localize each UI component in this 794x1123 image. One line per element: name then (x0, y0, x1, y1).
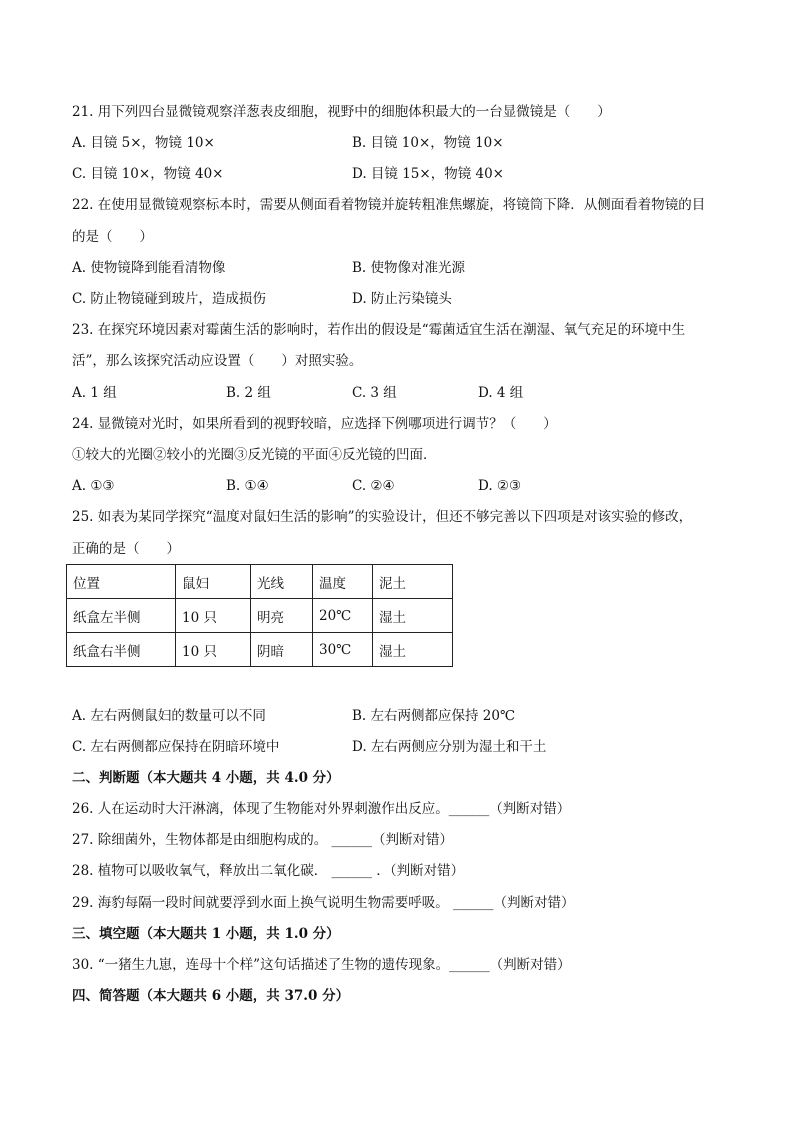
question-25-option-d: D. 左右两侧应分别为湿土和干土 (352, 739, 547, 755)
question-30: 30. “一猪生九崽，连母十个样”这句话描述了生物的遗传现象。______（判断对错） (72, 957, 571, 973)
section-heading-fill-in: 三、填空题（本大题共 1 小题，共 1.0 分） (72, 926, 340, 942)
table-header-cell: 泥土 (373, 565, 453, 599)
question-27: 27. 除细菌外，生物体都是由细胞构成的。 ______（判断对错） (72, 832, 454, 848)
question-22-option-c: C. 防止物镜碰到玻片，造成损伤 (72, 291, 266, 307)
question-21-option-b: B. 目镜 10×，物镜 10× (352, 135, 504, 151)
table-row (67, 599, 453, 633)
table-header-cell: 光线 (251, 565, 313, 599)
table-cell: 30℃ (313, 633, 373, 667)
table-cell: 阴暗 (251, 633, 313, 667)
question-23-option-a: A. 1 组 (72, 385, 117, 401)
question-25-stem-line1: 25. 如表为某同学探究“温度对鼠妇生活的影响”的实验设计，但还不够完善以下四项是对该实验的修改， (72, 509, 693, 525)
table-cell: 10 只 (176, 599, 251, 633)
question-24-option-c: C. ②④ (352, 478, 395, 494)
question-23-option-b: B. 2 组 (226, 385, 271, 401)
table-cell: 纸盒右半侧 (67, 633, 176, 667)
question-24-stem-line2: ①较大的光圈②较小的光圈③反光镜的平面④反光镜的凹面． (72, 447, 437, 463)
question-24-option-d: D. ②③ (478, 478, 522, 494)
question-22-option-b: B. 使物像对准光源 (352, 260, 466, 276)
question-25-option-a: A. 左右两侧鼠妇的数量可以不同 (72, 708, 266, 724)
table-header-cell: 鼠妇 (176, 565, 251, 599)
table-cell: 纸盒左半侧 (67, 599, 176, 633)
question-24-option-b: B. ①④ (226, 478, 269, 494)
question-21-option-a: A. 目镜 5×，物镜 10× (72, 135, 215, 151)
table-cell: 20℃ (313, 599, 373, 633)
question-23-stem-line2: 活”，那么该探究活动应设置（ ）对照实验。 (72, 353, 363, 369)
table-cell: 湿土 (373, 599, 453, 633)
question-24-option-a: A. ①③ (72, 478, 115, 494)
question-26: 26. 人在运动时大汗淋漓，体现了生物能对外界刺激作出反应。______（判断对错） (72, 801, 571, 817)
question-29: 29. 海豹每隔一段时间就要浮到水面上换气说明生物需要呼吸。 ______（判断对错） (72, 895, 575, 911)
section-heading-judgement: 二、判断题（本大题共 4 小题，共 4.0 分） (72, 770, 340, 786)
question-21-option-d: D. 目镜 15×，物镜 40× (352, 166, 504, 182)
table-cell: 明亮 (251, 599, 313, 633)
question-25-option-b: B. 左右两侧都应保持 20℃ (352, 708, 516, 724)
table-cell: 10 只 (176, 633, 251, 667)
question-24-stem-line1: 24. 显微镜对光时，如果所看到的视野较暗，应选择下例哪项进行调节？（ ） (72, 416, 557, 432)
question-25-stem-line2: 正确的是（ ） (72, 541, 180, 557)
question-22-option-d: D. 防止污染镜头 (352, 291, 452, 307)
question-22-stem-line2: 的是（ ） (72, 229, 153, 245)
table-header-row (67, 565, 453, 599)
question-23-option-d: D. 4 组 (478, 385, 524, 401)
question-25-option-c: C. 左右两侧都应保持在阴暗环境中 (72, 739, 280, 755)
table-header-cell: 位置 (67, 565, 176, 599)
table-cell: 湿土 (373, 633, 453, 667)
section-heading-short-answer: 四、简答题（本大题共 6 小题，共 37.0 分） (72, 988, 350, 1004)
question-22-option-a: A. 使物镜降到能看清物像 (72, 260, 226, 276)
question-22-stem-line1: 22. 在使用显微镜观察标本时，需要从侧面看着物镜并旋转粗准焦螺旋，将镜筒下降．从侧面看着物镜的目 (72, 197, 706, 213)
table-header-cell: 温度 (313, 565, 373, 599)
question-21-option-c: C. 目镜 10×，物镜 40× (72, 166, 224, 182)
question-28: 28. 植物可以吸收氧气，释放出二氧化碳． ______ ．（判断对错） (72, 863, 465, 879)
question-23-stem-line1: 23. 在探究环境因素对霉菌生活的影响时，若作出的假设是“霉菌适宜生活在潮湿、氧气充足的环境中生 (72, 322, 686, 338)
experiment-table (66, 564, 453, 667)
question-21-stem: 21. 用下列四台显微镜观察洋葱表皮细胞，视野中的细胞体积最大的一台显微镜是（ ） (72, 104, 611, 120)
question-23-option-c: C. 3 组 (352, 385, 397, 401)
table-row (67, 633, 453, 667)
